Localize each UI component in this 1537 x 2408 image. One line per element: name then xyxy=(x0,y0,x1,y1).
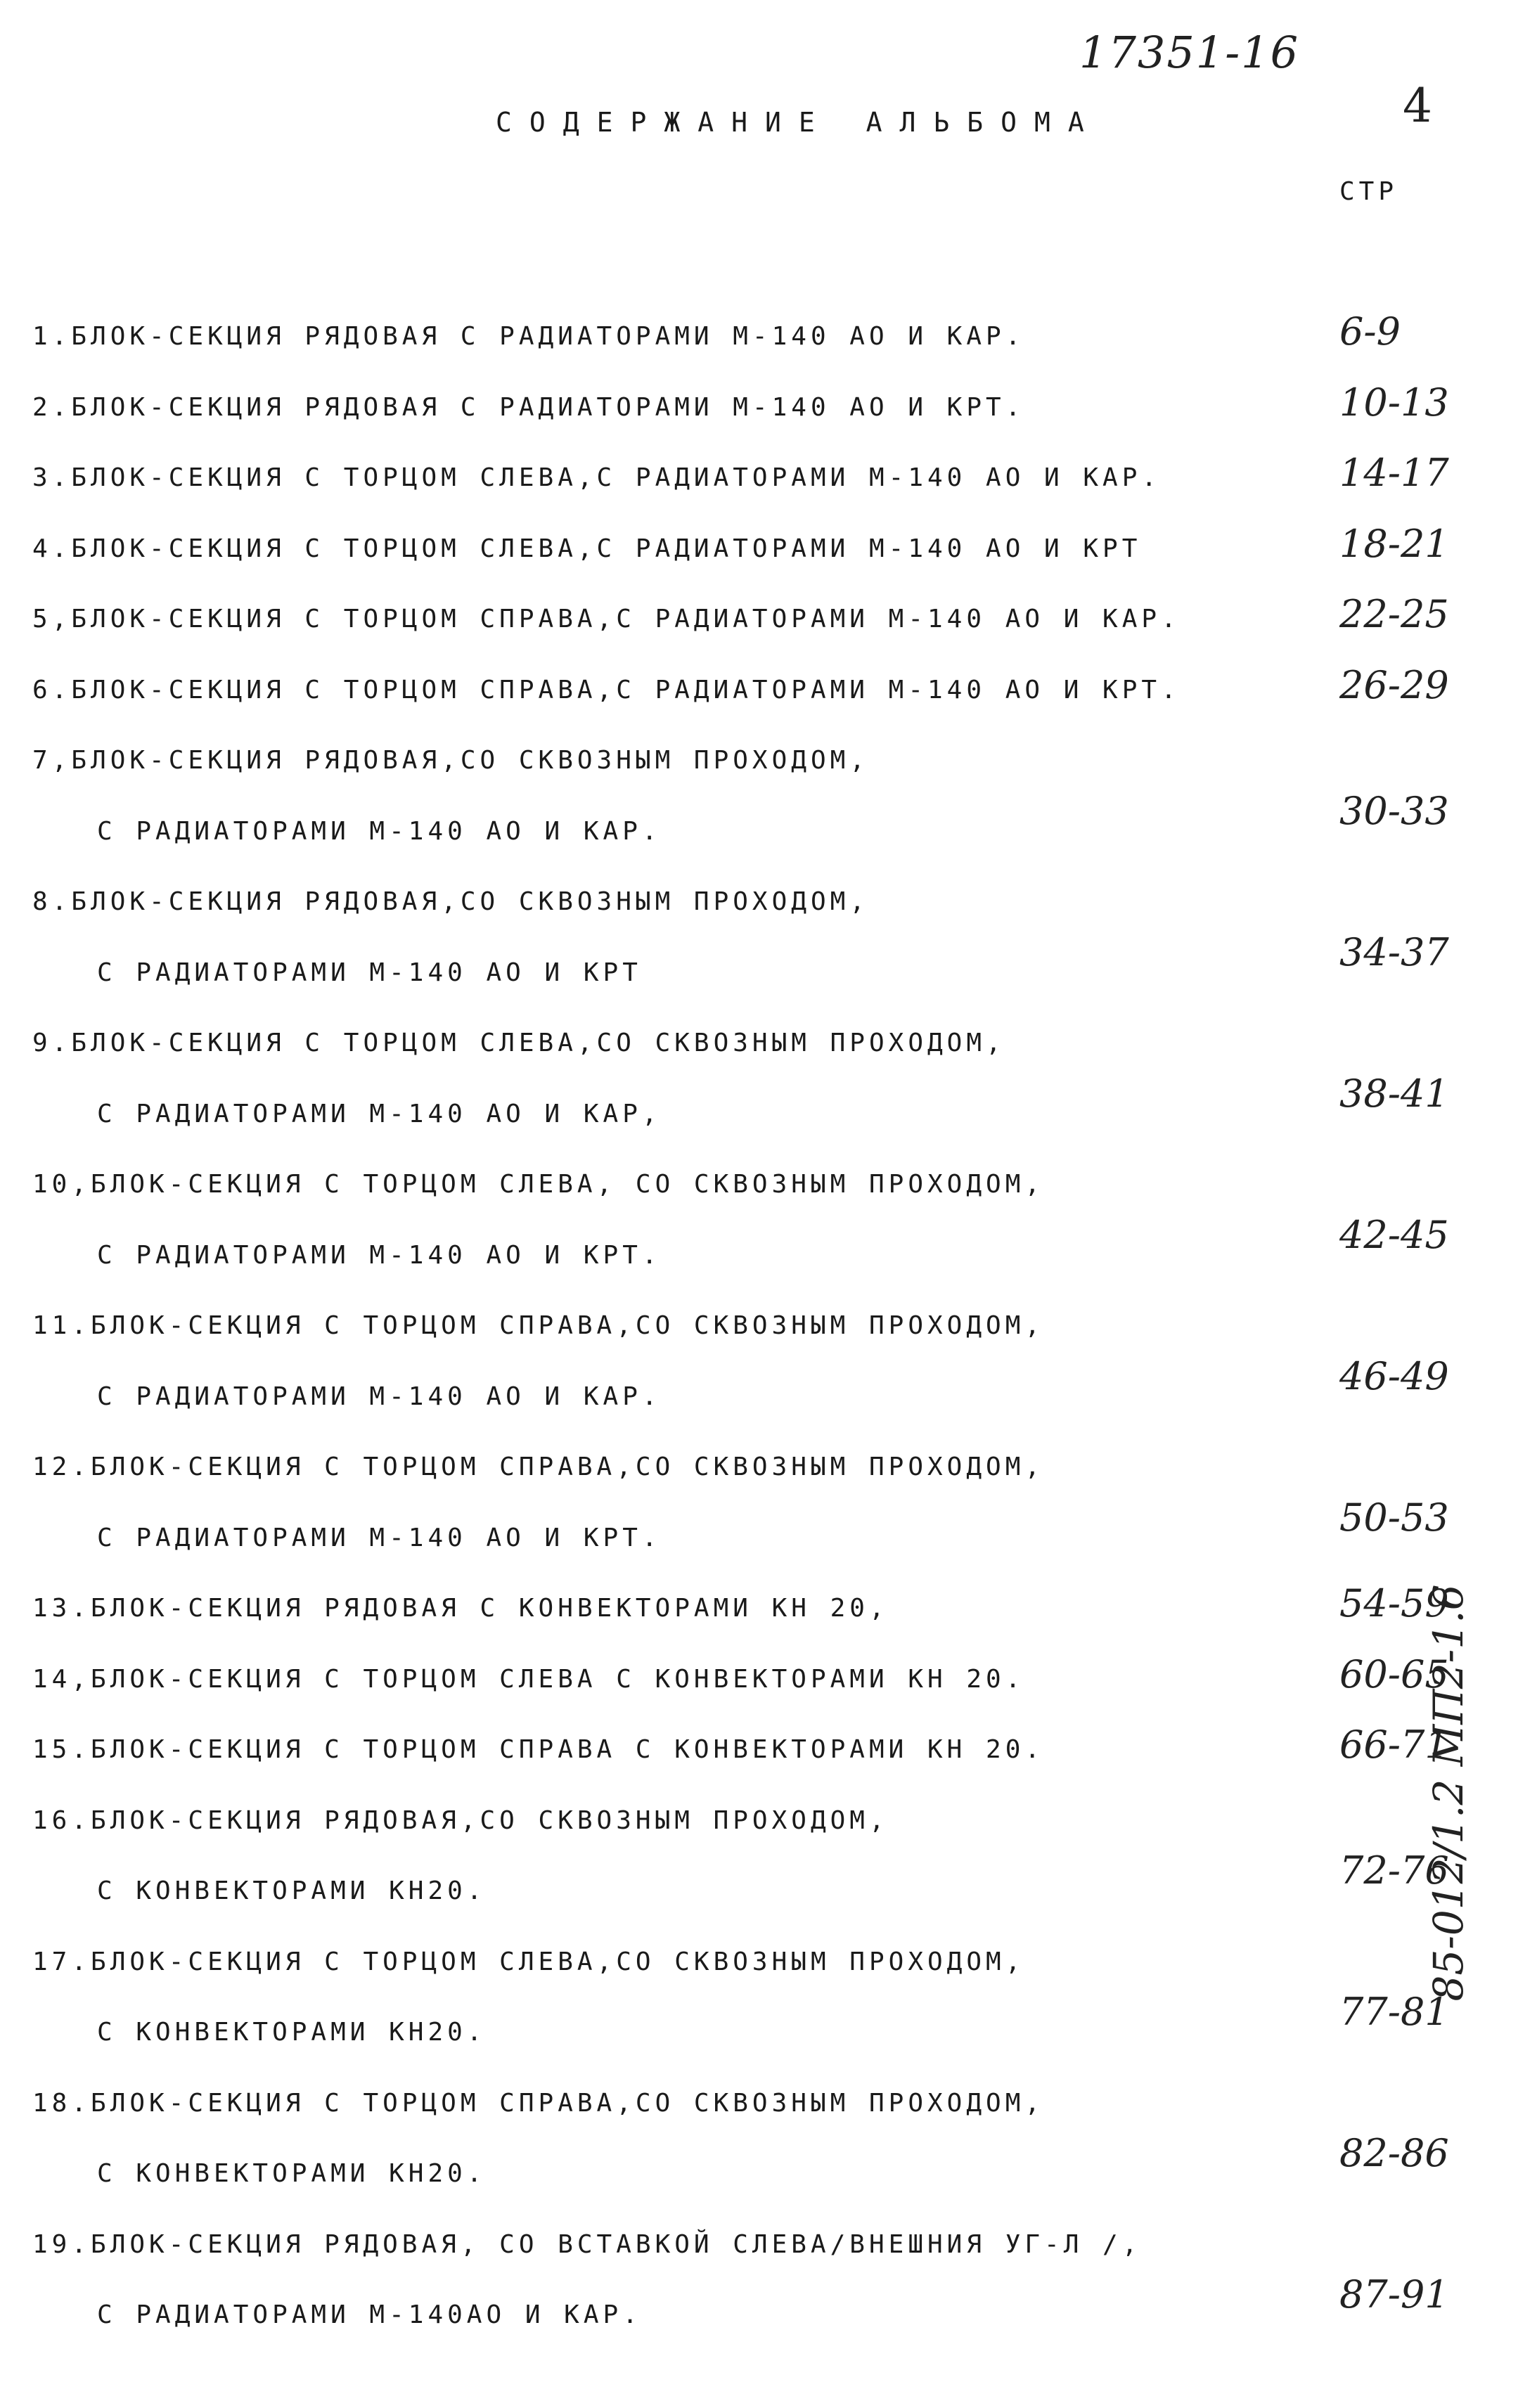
contents-entry-continuation: С РАДИАТОРАМИ М-140 АО И КАР. xyxy=(97,1382,662,1411)
sheet-number: 4 xyxy=(1403,79,1432,133)
contents-entry-pages: 60-65 xyxy=(1339,1652,1449,1696)
contents-entry-continuation: С РАДИАТОРАМИ М-140 АО И КАР, xyxy=(97,1099,662,1128)
contents-entry-title: 7,БЛОК-СЕКЦИЯ РЯДОВАЯ,СО СКВОЗНЫМ ПРОХОДОМ, xyxy=(32,746,869,775)
contents-entry-title: 1.БЛОК-СЕКЦИЯ РЯДОВАЯ С РАДИАТОРАМИ М-140 АО И КАР. xyxy=(32,322,1025,351)
contents-entry-pages: 14-17 xyxy=(1339,451,1449,495)
contents-entry-pages: 50-53 xyxy=(1339,1495,1449,1540)
contents-entry-title: 14,БЛОК-СЕКЦИЯ С ТОРЦОМ СЛЕВА С КОНВЕКТОРАМИ КН 20. xyxy=(32,1664,1025,1694)
contents-entry-title: 8.БЛОК-СЕКЦИЯ РЯДОВАЯ,СО СКВОЗНЫМ ПРОХОДОМ, xyxy=(32,887,869,916)
contents-entry-pages: 42-45 xyxy=(1339,1212,1449,1257)
contents-entry-pages: 22-25 xyxy=(1339,592,1449,636)
page-title: СОДЕРЖАНИЕ АЛЬБОМА xyxy=(496,107,1102,138)
document-designation-stamp: 85-012/1.2 МП2-1.6 xyxy=(1425,1584,1472,2002)
contents-entry-pages: 26-29 xyxy=(1339,662,1449,707)
contents-entry-title: 19.БЛОК-СЕКЦИЯ РЯДОВАЯ, СО ВСТАВКОЙ СЛЕВА/ВНЕШНИЯ УГ-Л /, xyxy=(32,2229,1142,2259)
contents-entry-pages: 54-59 xyxy=(1339,1581,1449,1625)
contents-entry-continuation: С РАДИАТОРАМИ М-140 АО И КРТ xyxy=(97,958,642,987)
contents-entry-title: 5,БЛОК-СЕКЦИЯ С ТОРЦОМ СПРАВА,С РАДИАТОРАМИ М-140 АО И КАР. xyxy=(32,605,1181,633)
contents-entry-pages: 66-71 xyxy=(1339,1723,1449,1767)
contents-entry-title: 4.БЛОК-СЕКЦИЯ С ТОРЦОМ СЛЕВА,С РАДИАТОРАМИ М-140 АО И КРТ xyxy=(32,534,1142,563)
contents-entry-title: 18.БЛОК-СЕКЦИЯ С ТОРЦОМ СПРАВА,СО СКВОЗНЫМ ПРОХОДОМ, xyxy=(32,2088,1045,2118)
contents-entry-pages: 10-13 xyxy=(1339,380,1449,425)
page-column-header: СТР xyxy=(1339,177,1398,206)
contents-entry-continuation: С КОНВЕКТОРАМИ КН20. xyxy=(97,2018,487,2047)
contents-entry-title: 10,БЛОК-СЕКЦИЯ С ТОРЦОМ СЛЕВА, СО СКВОЗНЫМ ПРОХОДОМ, xyxy=(32,1170,1045,1199)
contents-entry-pages: 34-37 xyxy=(1339,929,1449,974)
contents-entry-continuation: С КОНВЕКТОРАМИ КН20. xyxy=(97,2159,487,2188)
contents-entry-title: 15.БЛОК-СЕКЦИЯ С ТОРЦОМ СПРАВА С КОНВЕКТОРАМИ КН 20. xyxy=(32,1735,1045,1764)
contents-entry-pages: 87-91 xyxy=(1339,2272,1449,2317)
contents-entry-title: 2.БЛОК-СЕКЦИЯ РЯДОВАЯ С РАДИАТОРАМИ М-140 АО И КРТ. xyxy=(32,392,1025,422)
contents-entry-title: 9.БЛОК-СЕКЦИЯ С ТОРЦОМ СЛЕВА,СО СКВОЗНЫМ ПРОХОДОМ, xyxy=(32,1029,1005,1057)
contents-entry-title: 6.БЛОК-СЕКЦИЯ С ТОРЦОМ СПРАВА,С РАДИАТОРАМИ М-140 АО И КРТ. xyxy=(32,675,1181,704)
contents-entry-title: 11.БЛОК-СЕКЦИЯ С ТОРЦОМ СПРАВА,СО СКВОЗНЫМ ПРОХОДОМ, xyxy=(32,1311,1045,1340)
contents-entry-pages: 72-76 xyxy=(1339,1848,1449,1893)
contents-entry-continuation: С КОНВЕКТОРАМИ КН20. xyxy=(97,1876,487,1905)
contents-entry-continuation: С РАДИАТОРАМИ М-140 АО И КАР. xyxy=(97,816,662,846)
contents-entry-pages: 46-49 xyxy=(1339,1353,1449,1398)
contents-entry-pages: 38-41 xyxy=(1339,1071,1449,1116)
contents-entry-title: 16.БЛОК-СЕКЦИЯ РЯДОВАЯ,СО СКВОЗНЫМ ПРОХОДОМ, xyxy=(32,1805,889,1835)
contents-entry-title: 13.БЛОК-СЕКЦИЯ РЯДОВАЯ С КОНВЕКТОРАМИ КН 20, xyxy=(32,1594,889,1623)
contents-entry-pages: 82-86 xyxy=(1339,2131,1449,2175)
contents-entry-title: 17.БЛОК-СЕКЦИЯ С ТОРЦОМ СЛЕВА,СО СКВОЗНЫМ ПРОХОДОМ, xyxy=(32,1947,1025,1976)
contents-entry-pages: 6-9 xyxy=(1339,309,1401,354)
contents-entry-pages: 77-81 xyxy=(1339,1990,1449,2034)
contents-entry-continuation: С РАДИАТОРАМИ М-140АО И КАР. xyxy=(97,2300,642,2329)
contents-entry-pages: 18-21 xyxy=(1339,521,1449,566)
album-code: 17351-16 xyxy=(1079,27,1300,78)
contents-entry-title: 12.БЛОК-СЕКЦИЯ С ТОРЦОМ СПРАВА,СО СКВОЗНЫМ ПРОХОДОМ, xyxy=(32,1453,1045,1481)
contents-entry-title: 3.БЛОК-СЕКЦИЯ С ТОРЦОМ СЛЕВА,С РАДИАТОРАМИ М-140 АО И КАР. xyxy=(32,463,1162,492)
contents-entry-continuation: С РАДИАТОРАМИ М-140 АО И КРТ. xyxy=(97,1523,662,1552)
contents-entry-continuation: С РАДИАТОРАМИ М-140 АО И КРТ. xyxy=(97,1240,662,1270)
contents-entry-pages: 30-33 xyxy=(1339,788,1449,833)
